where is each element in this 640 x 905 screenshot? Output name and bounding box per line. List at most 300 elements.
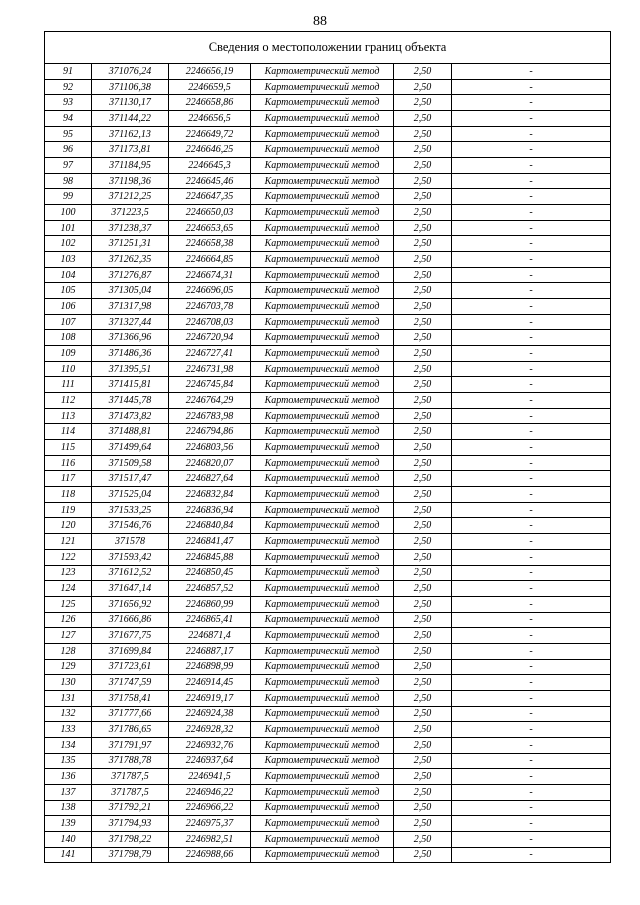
accuracy-cell: 2,50 [394, 220, 452, 236]
description-cell: - [452, 722, 611, 738]
y-coordinate-cell: 2246820,07 [169, 455, 251, 471]
method-cell: Картометрический метод [251, 79, 394, 95]
y-coordinate-cell: 2246650,03 [169, 205, 251, 221]
point-number-cell: 135 [45, 753, 92, 769]
x-coordinate-cell: 371612,52 [92, 565, 169, 581]
method-cell: Картометрический метод [251, 236, 394, 252]
accuracy-cell: 2,50 [394, 346, 452, 362]
method-cell: Картометрический метод [251, 628, 394, 644]
table-row [45, 847, 611, 863]
y-coordinate-cell: 2246727,41 [169, 346, 251, 362]
description-cell: - [452, 534, 611, 550]
x-coordinate-cell: 371533,25 [92, 502, 169, 518]
description-cell: - [452, 612, 611, 628]
point-number-cell: 111 [45, 377, 92, 393]
method-cell: Картометрический метод [251, 800, 394, 816]
accuracy-cell: 2,50 [394, 628, 452, 644]
description-cell: - [452, 628, 611, 644]
y-coordinate-cell: 2246988,66 [169, 847, 251, 863]
y-coordinate-cell: 2246720,94 [169, 330, 251, 346]
accuracy-cell: 2,50 [394, 706, 452, 722]
y-coordinate-cell: 2246941,5 [169, 769, 251, 785]
point-number-cell: 98 [45, 173, 92, 189]
y-coordinate-cell: 2246649,72 [169, 126, 251, 142]
x-coordinate-cell: 371486,36 [92, 346, 169, 362]
method-cell: Картометрический метод [251, 737, 394, 753]
table-row [45, 487, 611, 503]
x-coordinate-cell: 371517,47 [92, 471, 169, 487]
method-cell: Картометрический метод [251, 596, 394, 612]
method-cell: Картометрический метод [251, 126, 394, 142]
y-coordinate-cell: 2246914,45 [169, 675, 251, 691]
page-number: 88 [313, 14, 327, 29]
accuracy-cell: 2,50 [394, 565, 452, 581]
accuracy-cell: 2,50 [394, 267, 452, 283]
accuracy-cell: 2,50 [394, 518, 452, 534]
table-row [45, 690, 611, 706]
description-cell: - [452, 518, 611, 534]
point-number-cell: 109 [45, 346, 92, 362]
y-coordinate-cell: 2246731,98 [169, 361, 251, 377]
table-row [45, 628, 611, 644]
method-cell: Картометрический метод [251, 816, 394, 832]
point-number-cell: 102 [45, 236, 92, 252]
accuracy-cell: 2,50 [394, 534, 452, 550]
table-row [45, 518, 611, 534]
accuracy-cell: 2,50 [394, 737, 452, 753]
accuracy-cell: 2,50 [394, 831, 452, 847]
table-row [45, 675, 611, 691]
description-cell: - [452, 455, 611, 471]
table-row [45, 596, 611, 612]
description-cell: - [452, 205, 611, 221]
point-number-cell: 131 [45, 690, 92, 706]
method-cell: Картометрический метод [251, 361, 394, 377]
table-row [45, 565, 611, 581]
x-coordinate-cell: 371787,5 [92, 784, 169, 800]
accuracy-cell: 2,50 [394, 314, 452, 330]
x-coordinate-cell: 371747,59 [92, 675, 169, 691]
y-coordinate-cell: 2246946,22 [169, 784, 251, 800]
method-cell: Картометрический метод [251, 267, 394, 283]
description-cell: - [452, 173, 611, 189]
accuracy-cell: 2,50 [394, 675, 452, 691]
table-row [45, 158, 611, 174]
table-row [45, 393, 611, 409]
description-cell: - [452, 424, 611, 440]
description-cell: - [452, 189, 611, 205]
description-cell: - [452, 800, 611, 816]
point-number-cell: 97 [45, 158, 92, 174]
accuracy-cell: 2,50 [394, 79, 452, 95]
table-row [45, 737, 611, 753]
accuracy-cell: 2,50 [394, 393, 452, 409]
y-coordinate-cell: 2246745,84 [169, 377, 251, 393]
x-coordinate-cell: 371251,31 [92, 236, 169, 252]
table-row [45, 659, 611, 675]
method-cell: Картометрический метод [251, 299, 394, 315]
y-coordinate-cell: 2246982,51 [169, 831, 251, 847]
x-coordinate-cell: 371656,92 [92, 596, 169, 612]
table-row [45, 189, 611, 205]
method-cell: Картометрический метод [251, 769, 394, 785]
x-coordinate-cell: 371223,5 [92, 205, 169, 221]
point-number-cell: 110 [45, 361, 92, 377]
table-row [45, 769, 611, 785]
point-number-cell: 129 [45, 659, 92, 675]
y-coordinate-cell: 2246764,29 [169, 393, 251, 409]
point-number-cell: 114 [45, 424, 92, 440]
description-cell: - [452, 236, 611, 252]
accuracy-cell: 2,50 [394, 753, 452, 769]
y-coordinate-cell: 2246871,4 [169, 628, 251, 644]
description-cell: - [452, 346, 611, 362]
method-cell: Картометрический метод [251, 252, 394, 268]
y-coordinate-cell: 2246696,05 [169, 283, 251, 299]
y-coordinate-cell: 2246898,99 [169, 659, 251, 675]
point-number-cell: 140 [45, 831, 92, 847]
y-coordinate-cell: 2246932,76 [169, 737, 251, 753]
y-coordinate-cell: 2246794,86 [169, 424, 251, 440]
table-row [45, 784, 611, 800]
y-coordinate-cell: 2246708,03 [169, 314, 251, 330]
method-cell: Картометрический метод [251, 393, 394, 409]
point-number-cell: 94 [45, 111, 92, 127]
y-coordinate-cell: 2246919,17 [169, 690, 251, 706]
table-row [45, 549, 611, 565]
point-number-cell: 132 [45, 706, 92, 722]
accuracy-cell: 2,50 [394, 361, 452, 377]
description-cell: - [452, 314, 611, 330]
method-cell: Картометрический метод [251, 675, 394, 691]
table-row [45, 581, 611, 597]
table-row [45, 267, 611, 283]
point-number-cell: 117 [45, 471, 92, 487]
table-row [45, 361, 611, 377]
method-cell: Картометрический метод [251, 565, 394, 581]
method-cell: Картометрический метод [251, 706, 394, 722]
accuracy-cell: 2,50 [394, 455, 452, 471]
method-cell: Картометрический метод [251, 95, 394, 111]
x-coordinate-cell: 371723,61 [92, 659, 169, 675]
table-row [45, 534, 611, 550]
point-number-cell: 100 [45, 205, 92, 221]
y-coordinate-cell: 2246674,31 [169, 267, 251, 283]
accuracy-cell: 2,50 [394, 784, 452, 800]
point-number-cell: 133 [45, 722, 92, 738]
description-cell: - [452, 95, 611, 111]
table-row [45, 346, 611, 362]
x-coordinate-cell: 371276,87 [92, 267, 169, 283]
method-cell: Картометрический метод [251, 173, 394, 189]
y-coordinate-cell: 2246841,47 [169, 534, 251, 550]
description-cell: - [452, 737, 611, 753]
accuracy-cell: 2,50 [394, 847, 452, 863]
point-number-cell: 120 [45, 518, 92, 534]
accuracy-cell: 2,50 [394, 769, 452, 785]
table-row [45, 800, 611, 816]
table-row [45, 706, 611, 722]
y-coordinate-cell: 2246865,41 [169, 612, 251, 628]
point-number-cell: 141 [45, 847, 92, 863]
description-cell: - [452, 64, 611, 80]
accuracy-cell: 2,50 [394, 408, 452, 424]
description-cell: - [452, 111, 611, 127]
table-row [45, 455, 611, 471]
x-coordinate-cell: 371798,22 [92, 831, 169, 847]
x-coordinate-cell: 371786,65 [92, 722, 169, 738]
accuracy-cell: 2,50 [394, 142, 452, 158]
method-cell: Картометрический метод [251, 549, 394, 565]
table-row [45, 111, 611, 127]
y-coordinate-cell: 2246645,46 [169, 173, 251, 189]
y-coordinate-cell: 2246783,98 [169, 408, 251, 424]
x-coordinate-cell: 371238,37 [92, 220, 169, 236]
table-row [45, 377, 611, 393]
point-number-cell: 105 [45, 283, 92, 299]
x-coordinate-cell: 371173,81 [92, 142, 169, 158]
description-cell: - [452, 847, 611, 863]
x-coordinate-cell: 371415,81 [92, 377, 169, 393]
description-cell: - [452, 377, 611, 393]
table-row [45, 236, 611, 252]
x-coordinate-cell: 371184,95 [92, 158, 169, 174]
description-cell: - [452, 831, 611, 847]
accuracy-cell: 2,50 [394, 205, 452, 221]
table-row [45, 95, 611, 111]
point-number-cell: 126 [45, 612, 92, 628]
accuracy-cell: 2,50 [394, 549, 452, 565]
x-coordinate-cell: 371546,76 [92, 518, 169, 534]
x-coordinate-cell: 371798,79 [92, 847, 169, 863]
point-number-cell: 139 [45, 816, 92, 832]
description-cell: - [452, 487, 611, 503]
x-coordinate-cell: 371794,93 [92, 816, 169, 832]
point-number-cell: 93 [45, 95, 92, 111]
accuracy-cell: 2,50 [394, 236, 452, 252]
method-cell: Картометрический метод [251, 220, 394, 236]
table-row [45, 173, 611, 189]
table-row [45, 314, 611, 330]
table-row [45, 64, 611, 80]
point-number-cell: 125 [45, 596, 92, 612]
x-coordinate-cell: 371305,04 [92, 283, 169, 299]
method-cell: Картометрический метод [251, 205, 394, 221]
point-number-cell: 116 [45, 455, 92, 471]
method-cell: Картометрический метод [251, 424, 394, 440]
accuracy-cell: 2,50 [394, 126, 452, 142]
y-coordinate-cell: 2246653,65 [169, 220, 251, 236]
method-cell: Картометрический метод [251, 690, 394, 706]
accuracy-cell: 2,50 [394, 189, 452, 205]
method-cell: Картометрический метод [251, 440, 394, 456]
description-cell: - [452, 565, 611, 581]
y-coordinate-cell: 2246924,38 [169, 706, 251, 722]
y-coordinate-cell: 2246658,86 [169, 95, 251, 111]
x-coordinate-cell: 371488,81 [92, 424, 169, 440]
point-number-cell: 104 [45, 267, 92, 283]
accuracy-cell: 2,50 [394, 722, 452, 738]
table-row [45, 299, 611, 315]
y-coordinate-cell: 2246937,64 [169, 753, 251, 769]
x-coordinate-cell: 371198,36 [92, 173, 169, 189]
method-cell: Картометрический метод [251, 753, 394, 769]
accuracy-cell: 2,50 [394, 283, 452, 299]
point-number-cell: 118 [45, 487, 92, 503]
point-number-cell: 130 [45, 675, 92, 691]
y-coordinate-cell: 2246827,64 [169, 471, 251, 487]
x-coordinate-cell: 371473,82 [92, 408, 169, 424]
method-cell: Картометрический метод [251, 784, 394, 800]
y-coordinate-cell: 2246645,3 [169, 158, 251, 174]
x-coordinate-cell: 371327,44 [92, 314, 169, 330]
x-coordinate-cell: 371699,84 [92, 643, 169, 659]
y-coordinate-cell: 2246928,32 [169, 722, 251, 738]
point-number-cell: 92 [45, 79, 92, 95]
table-row [45, 722, 611, 738]
accuracy-cell: 2,50 [394, 377, 452, 393]
table-row [45, 502, 611, 518]
description-cell: - [452, 502, 611, 518]
method-cell: Картометрический метод [251, 283, 394, 299]
y-coordinate-cell: 2246656,5 [169, 111, 251, 127]
x-coordinate-cell: 371791,97 [92, 737, 169, 753]
accuracy-cell: 2,50 [394, 173, 452, 189]
x-coordinate-cell: 371076,24 [92, 64, 169, 80]
y-coordinate-cell: 2246803,56 [169, 440, 251, 456]
point-number-cell: 95 [45, 126, 92, 142]
description-cell: - [452, 440, 611, 456]
method-cell: Картометрический метод [251, 330, 394, 346]
point-number-cell: 107 [45, 314, 92, 330]
method-cell: Картометрический метод [251, 64, 394, 80]
method-cell: Картометрический метод [251, 377, 394, 393]
description-cell: - [452, 361, 611, 377]
description-cell: - [452, 659, 611, 675]
table-row [45, 79, 611, 95]
description-cell: - [452, 79, 611, 95]
method-cell: Картометрический метод [251, 189, 394, 205]
y-coordinate-cell: 2246975,37 [169, 816, 251, 832]
accuracy-cell: 2,50 [394, 596, 452, 612]
table-row [45, 142, 611, 158]
point-number-cell: 137 [45, 784, 92, 800]
y-coordinate-cell: 2246860,99 [169, 596, 251, 612]
method-cell: Картометрический метод [251, 346, 394, 362]
method-cell: Картометрический метод [251, 659, 394, 675]
x-coordinate-cell: 371445,78 [92, 393, 169, 409]
x-coordinate-cell: 371395,51 [92, 361, 169, 377]
table-row [45, 330, 611, 346]
y-coordinate-cell: 2246646,25 [169, 142, 251, 158]
description-cell: - [452, 816, 611, 832]
table-row [45, 643, 611, 659]
point-number-cell: 96 [45, 142, 92, 158]
x-coordinate-cell: 371499,64 [92, 440, 169, 456]
description-cell: - [452, 330, 611, 346]
accuracy-cell: 2,50 [394, 816, 452, 832]
accuracy-cell: 2,50 [394, 800, 452, 816]
accuracy-cell: 2,50 [394, 487, 452, 503]
description-cell: - [452, 267, 611, 283]
accuracy-cell: 2,50 [394, 330, 452, 346]
y-coordinate-cell: 2246664,85 [169, 252, 251, 268]
y-coordinate-cell: 2246966,22 [169, 800, 251, 816]
table-row [45, 205, 611, 221]
description-cell: - [452, 408, 611, 424]
method-cell: Картометрический метод [251, 455, 394, 471]
accuracy-cell: 2,50 [394, 612, 452, 628]
point-number-cell: 124 [45, 581, 92, 597]
description-cell: - [452, 393, 611, 409]
accuracy-cell: 2,50 [394, 95, 452, 111]
method-cell: Картометрический метод [251, 142, 394, 158]
table-row [45, 252, 611, 268]
point-number-cell: 112 [45, 393, 92, 409]
x-coordinate-cell: 371130,17 [92, 95, 169, 111]
description-cell: - [452, 596, 611, 612]
table-row [45, 220, 611, 236]
table-row [45, 126, 611, 142]
method-cell: Картометрический метод [251, 487, 394, 503]
method-cell: Картометрический метод [251, 612, 394, 628]
description-cell: - [452, 158, 611, 174]
y-coordinate-cell: 2246656,19 [169, 64, 251, 80]
x-coordinate-cell: 371106,38 [92, 79, 169, 95]
accuracy-cell: 2,50 [394, 111, 452, 127]
point-number-cell: 121 [45, 534, 92, 550]
method-cell: Картометрический метод [251, 831, 394, 847]
x-coordinate-cell: 371525,04 [92, 487, 169, 503]
method-cell: Картометрический метод [251, 643, 394, 659]
point-number-cell: 128 [45, 643, 92, 659]
method-cell: Картометрический метод [251, 111, 394, 127]
y-coordinate-cell: 2246857,52 [169, 581, 251, 597]
y-coordinate-cell: 2246658,38 [169, 236, 251, 252]
y-coordinate-cell: 2246647,35 [169, 189, 251, 205]
description-cell: - [452, 784, 611, 800]
description-cell: - [452, 643, 611, 659]
table-row [45, 283, 611, 299]
x-coordinate-cell: 371677,75 [92, 628, 169, 644]
table-body [45, 64, 611, 863]
accuracy-cell: 2,50 [394, 690, 452, 706]
x-coordinate-cell: 371593,42 [92, 549, 169, 565]
x-coordinate-cell: 371509,58 [92, 455, 169, 471]
x-coordinate-cell: 371758,41 [92, 690, 169, 706]
x-coordinate-cell: 371366,96 [92, 330, 169, 346]
accuracy-cell: 2,50 [394, 659, 452, 675]
table-row [45, 440, 611, 456]
method-cell: Картометрический метод [251, 158, 394, 174]
accuracy-cell: 2,50 [394, 252, 452, 268]
accuracy-cell: 2,50 [394, 424, 452, 440]
description-cell: - [452, 769, 611, 785]
description-cell: - [452, 126, 611, 142]
y-coordinate-cell: 2246703,78 [169, 299, 251, 315]
table-row [45, 816, 611, 832]
accuracy-cell: 2,50 [394, 158, 452, 174]
x-coordinate-cell: 371317,98 [92, 299, 169, 315]
x-coordinate-cell: 371647,14 [92, 581, 169, 597]
y-coordinate-cell: 2246659,5 [169, 79, 251, 95]
x-coordinate-cell: 371792,21 [92, 800, 169, 816]
method-cell: Картометрический метод [251, 722, 394, 738]
table-row [45, 408, 611, 424]
table-row [45, 753, 611, 769]
method-cell: Картометрический метод [251, 408, 394, 424]
x-coordinate-cell: 371666,86 [92, 612, 169, 628]
